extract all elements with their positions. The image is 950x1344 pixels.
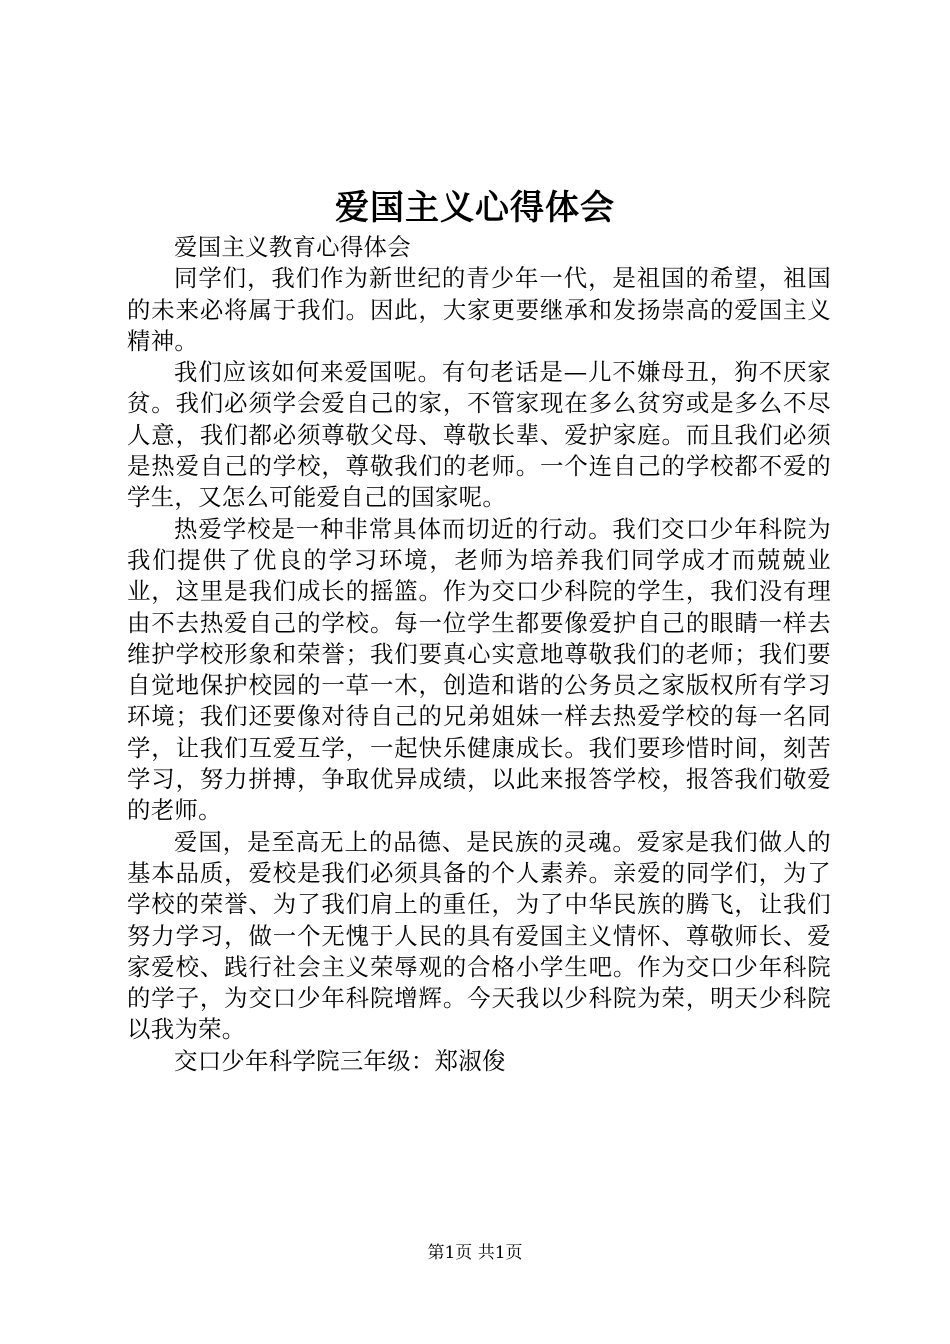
paragraph-4: 爱国，是至高无上的品德、是民族的灵魂。爱家是我们做人的基本品质，爱校是我们必须具备的个人素养。亲爱的同学们，为了学校的荣誉、为了我们肩上的重任，为了中华民族的腾飞，让我们努力学习，做一个无愧于人民的具有爱国主义情怀、尊敬师长、爱家爱校、践行社会主义荣辱观的合格小学生吧。作为交口少年科院的学子，为交口少年科院增辉。今天我以少科院为荣，明天少科院以我为荣。 xyxy=(127,827,831,1044)
document-body xyxy=(127,232,831,1077)
paragraph-3: 热爱学校是一种非常具体而切近的行动。我们交口少年科院为我们提供了优良的学习环境，老师为培养我们同学成才而兢兢业业，这里是我们成长的摇篮。作为交口少科院的学生，我们没有理由不去热爱自己的学校。每一位学生都要像爱护自己的眼睛一样去维护学校形象和荣誉；我们要真心实意地尊敬我们的老师；我们要自觉地保护校园的一草一木，创造和谐的公务员之家版权所有学习环境；我们还要像对待自己的兄弟姐妹一样去热爱学校的每一名同学，让我们互爱互学，一起快乐健康成长。我们要珍惜时间，刻苦学习，努力拼搏，争取优异成绩，以此来报答学校，报答我们敬爱的老师。 xyxy=(127,514,831,825)
author-signature: 交口少年科学院三年级：郑淑俊 xyxy=(174,1046,506,1075)
paragraph-subtitle: 爱国主义教育心得体会 xyxy=(174,233,411,261)
document-title: 爱国主义心得体会 xyxy=(335,188,615,228)
page-number-footer: 第1页 共1页 xyxy=(427,1243,523,1263)
paragraph-1: 同学们，我们作为新世纪的青少年一代，是祖国的希望，祖国的未来必将属于我们。因此，大家更要继承和发扬崇高的爱国主义精神。 xyxy=(127,264,831,355)
paragraph-2: 我们应该如何来爱国呢。有句老话是—儿不嫌母丑，狗不厌家贫。我们必须学会爱自己的家，不管家现在多么贫穷或是多么不尽人意，我们都必须尊敬父母、尊敬长辈、爱护家庭。而且我们必须是热爱自己的学校，尊敬我们的老师。一个连自己的学校都不爱的学生，又怎么可能爱自己的国家呢。 xyxy=(127,358,831,512)
